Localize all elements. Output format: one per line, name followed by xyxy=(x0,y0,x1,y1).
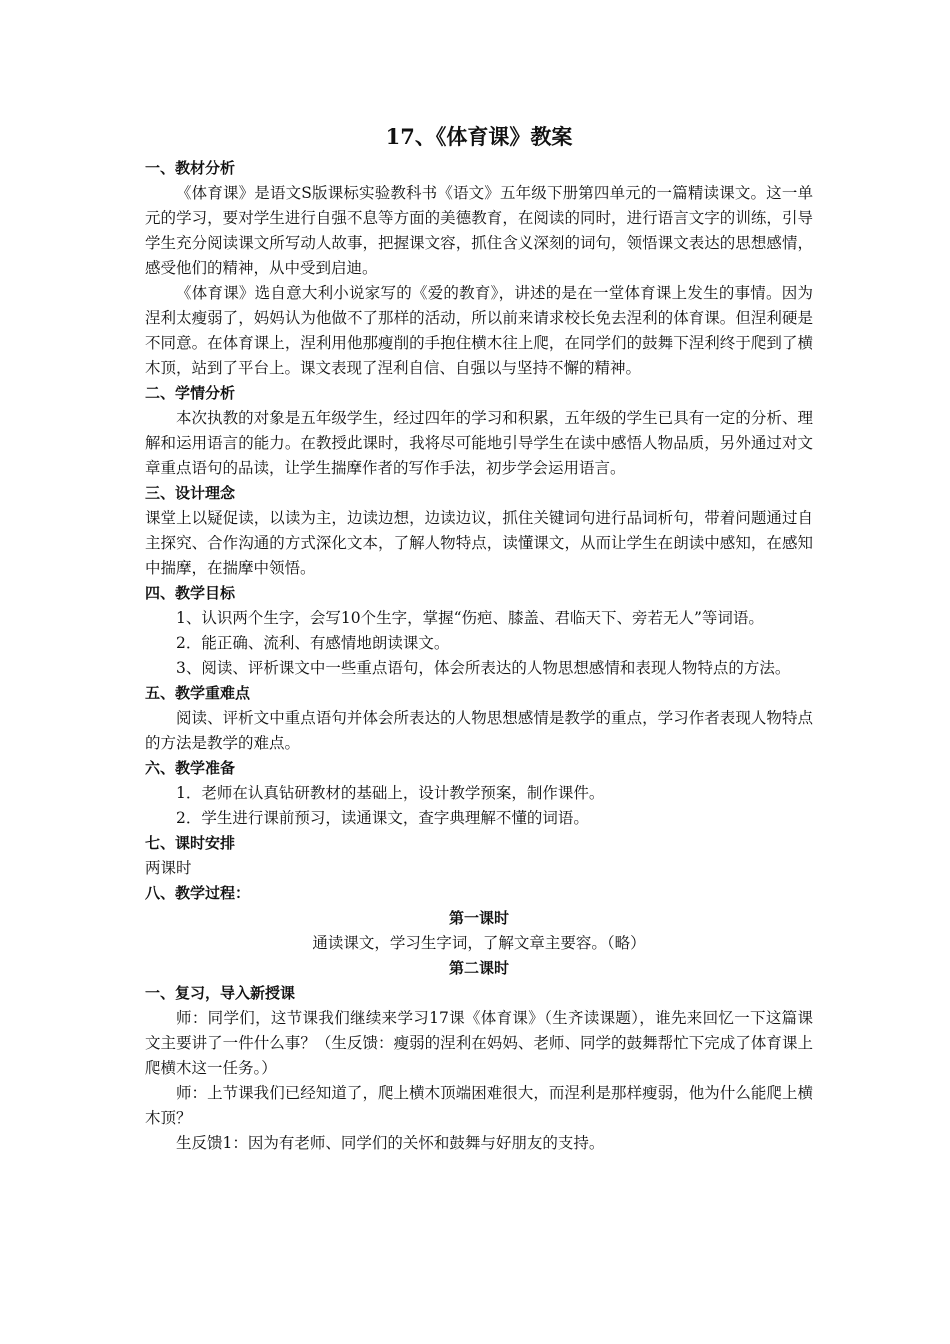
lesson-two-title: 第二课时 xyxy=(448,959,509,977)
lesson-one-title: 第一课时 xyxy=(448,909,509,927)
section-heading-student-analysis: 二、学情分析 xyxy=(145,384,236,402)
section-heading-preparation: 六、教学准备 xyxy=(145,759,236,777)
paragraph: 本次执教的对象是五年级学生，经过四年的学习和积累，五年级的学生已具有一定的分析、理解和运用语言的能力。在教授此课时，我将尽可能地引导学生在读中感悟人物品质，另外通过对文章重点语句的品读，让学生揣摩作者的写作手法，初步学会运用语言。 xyxy=(145,409,813,477)
section-heading-design-concept: 三、设计理念 xyxy=(145,484,236,502)
paragraph: 《体育课》是语文S版课标实验教科书《语文》五年级下册第四单元的一篇精读课文。这一单元的学习，要对学生进行自强不息等方面的美德教育，在阅读的同时，进行语言文字的训练，引导学生充分阅读课文所写动人故事，把握课文容，抓住含义深刻的词句，领悟课文表达的思想感情，感受他们的精神，从中受到启迪。 xyxy=(145,184,813,277)
paragraph: 师：上节课我们已经知道了，爬上横木顶端困难很大，而涅利是那样瘦弱，他为什么能爬上横木顶？ xyxy=(145,1084,813,1127)
section-heading-textbook-analysis: 一、教材分析 xyxy=(145,159,236,177)
list-item: 1、认识两个生字，会写10个生字，掌握“伤疤、膝盖、君临天下、旁若无人”等词语。 xyxy=(176,609,764,627)
list-item: 3、阅读、评析课文中一些重点语句，体会所表达的人物思想感情和表现人物特点的方法。 xyxy=(176,659,791,677)
document-title: 17、《体育课》教案 xyxy=(385,124,573,149)
paragraph: 师：同学们，这节课我们继续来学习17课《体育课》（生齐读课题），谁先来回忆一下这篇课文主要讲了一件什么事？（生反馈：瘦弱的涅利在妈妈、老师、同学的鼓舞帮忙下完成了体育课上爬横木这一任务。） xyxy=(145,1009,813,1077)
list-item: 2．学生进行课前预习，读通课文，查字典理解不懂的词语。 xyxy=(176,809,589,827)
paragraph: 阅读、评析文中重点语句并体会所表达的人物思想感情是教学的重点，学习作者表现人物特点的方法是教学的难点。 xyxy=(145,709,813,752)
section-heading-process: 八、教学过程： xyxy=(145,884,251,902)
part-heading-review: 一、复习，导入新授课 xyxy=(145,984,296,1002)
paragraph: 两课时 xyxy=(145,859,192,877)
list-item: 2．能正确、流利、有感情地朗读课文。 xyxy=(176,634,450,652)
document-page xyxy=(145,120,813,1156)
list-item: 1．老师在认真钻研教材的基础上，设计教学预案，制作课件。 xyxy=(176,784,605,802)
paragraph: 《体育课》选自意大利小说家写的《爱的教育》，讲述的是在一堂体育课上发生的事情。因为涅利太瘦弱了，妈妈认为他做不了那样的活动，所以前来请求校长免去涅利的体育课。但涅利硬是不同意。在体育课上，涅利用他那瘦削的手抱住横木往上爬，在同学们的鼓舞下涅利终于爬到了横木顶，站到了平台上。课文表现了涅利自信、自强以与坚持不懈的精神。 xyxy=(145,284,813,377)
paragraph: 课堂上以疑促读，以读为主，边读边想，边读边议，抓住关键词句进行品词析句，带着问题通过自主探究、合作沟通的方式深化文本，了解人物特点，读懂课文，从而让学生在朗读中感知，在感知中揣摩，在揣摩中领悟。 xyxy=(145,509,813,577)
section-heading-key-points: 五、教学重难点 xyxy=(145,684,251,702)
section-heading-schedule: 七、课时安排 xyxy=(145,834,236,852)
section-heading-teaching-goals: 四、教学目标 xyxy=(145,584,236,602)
lesson-one-summary: 通读课文，学习生字词，了解文章主要容。（略） xyxy=(312,934,646,952)
paragraph: 生反馈1：因为有老师、同学们的关怀和鼓舞与好朋友的支持。 xyxy=(176,1134,605,1152)
